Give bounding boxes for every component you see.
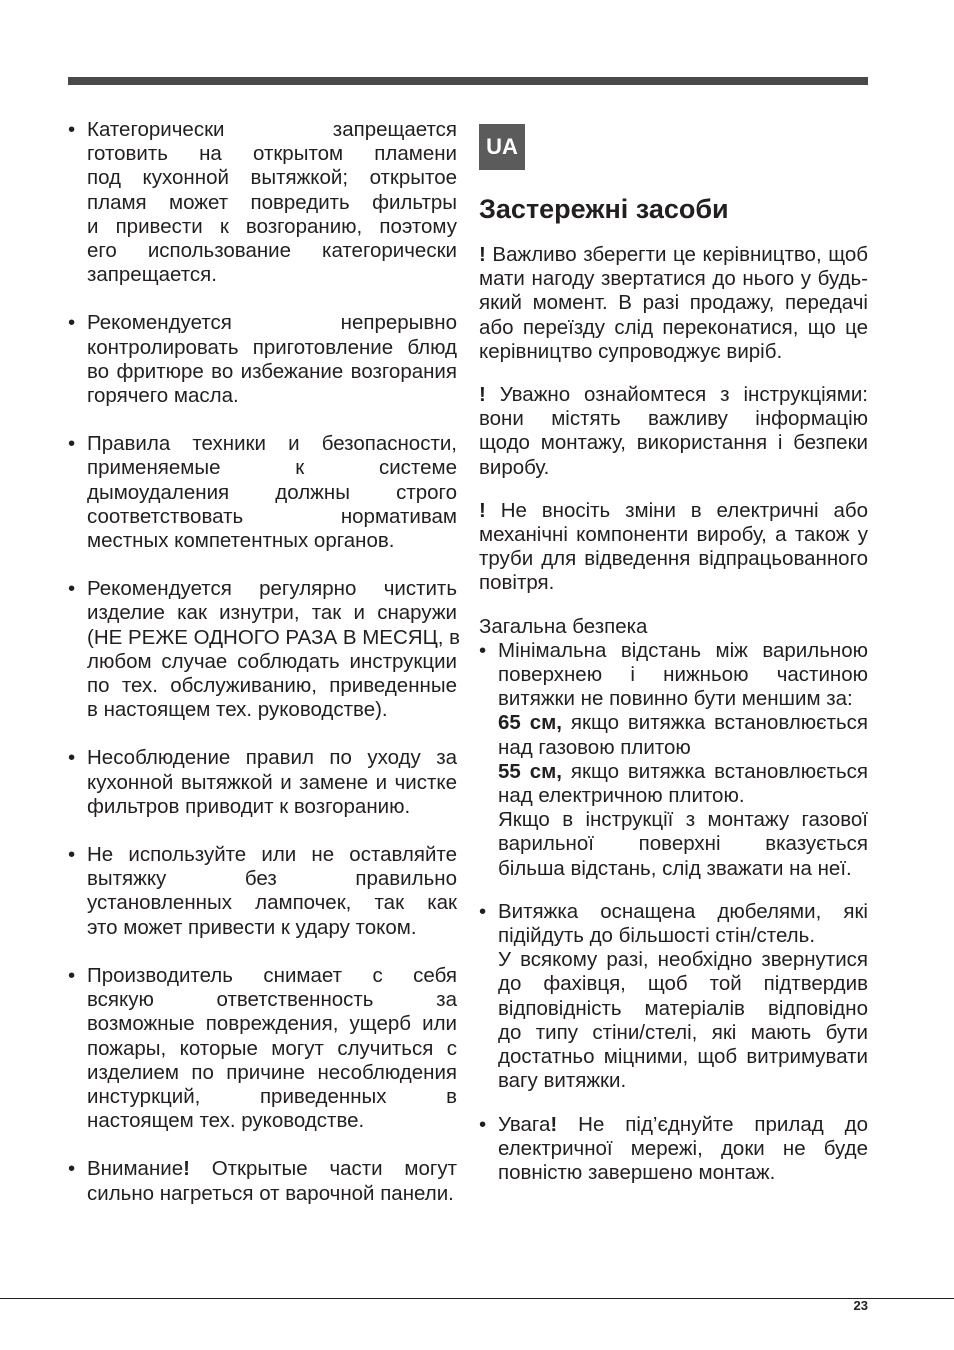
text-line: поверхнею і нижньою частиною	[498, 663, 868, 687]
text-line: контролировать приготовление блюд	[87, 335, 457, 359]
text-line: соответствовать нормативам	[87, 504, 457, 528]
bullet-dot: •	[479, 899, 487, 923]
text-line	[479, 340, 868, 364]
text-line	[87, 1157, 457, 1181]
text-line: сильно нагреться от варочной панели.	[87, 1181, 454, 1205]
line-text: виробу.	[479, 455, 550, 479]
warning-paragraph	[479, 383, 868, 480]
text-line: его использование категорически	[87, 239, 457, 263]
warning-paragraph	[479, 499, 868, 596]
line-text: Уважно ознайомтеся з інструкціями:	[499, 383, 869, 407]
text-line: Мінімальна відстань між варильною	[498, 638, 868, 662]
exclamation-icon: !	[550, 1112, 558, 1136]
text-line: У всякому разі, необхідно звернутися	[498, 948, 868, 972]
language-badge: UA	[479, 124, 525, 170]
text-line: во фритюре во избежание возгорания	[87, 359, 457, 383]
text-line	[479, 407, 868, 431]
text-line: в настоящем тех. руководстве).	[87, 698, 388, 722]
bullet-dot: •	[68, 432, 76, 456]
text-line: Витяжка оснащена дюбелями, які	[498, 899, 868, 923]
list-item	[68, 432, 457, 553]
line-text: щодо монтажу, використання і безпеки	[479, 431, 868, 455]
left-column	[68, 118, 461, 1230]
text-line: повністю завершено монтаж.	[498, 1160, 776, 1184]
text-line	[479, 316, 868, 340]
text-line: запрещается.	[87, 263, 217, 287]
bullet-dot: •	[68, 746, 76, 770]
text-line: по тех. обслуживанию, приведенные	[87, 674, 457, 698]
bullet-dot: •	[479, 1112, 487, 1136]
exclamation-icon: !	[183, 1157, 190, 1181]
text-line	[479, 291, 868, 315]
line-text: вони містять важливу інформацію	[479, 407, 868, 431]
line-text: мати нагоду звертатися до нього у будь-	[479, 267, 868, 291]
text-line	[498, 1113, 868, 1137]
list-item	[479, 900, 868, 1094]
list-item	[68, 577, 461, 722]
text-line: над електричною плитою.	[498, 784, 745, 808]
exclamation-icon: !	[479, 383, 486, 407]
text-line	[479, 431, 868, 455]
list-item	[68, 118, 457, 287]
text-line	[479, 267, 868, 291]
warning-label: Увага	[498, 1112, 551, 1136]
line-text: керівництво супроводжує виріб.	[479, 339, 783, 363]
list-item	[68, 1157, 457, 1205]
text-line: пожары, которые могут случиться с	[87, 1036, 457, 1060]
warning-paragraph	[479, 243, 868, 364]
text-line: и привести к возгоранию, поэтому	[87, 214, 457, 238]
line-text: Важливо зберегти це керівництво, щоб	[492, 243, 869, 266]
text-line: до типу стіни/стелі, які мають бути	[498, 1020, 868, 1044]
right-column	[479, 118, 868, 1204]
general-safety-heading: Загальна безпека	[479, 614, 648, 638]
line-text: повітря.	[479, 571, 555, 595]
text-line: это может привести к удару током.	[87, 915, 417, 939]
bullet-dot: •	[68, 843, 76, 867]
list-item	[479, 639, 868, 881]
text-line: вагу витяжки.	[498, 1069, 627, 1093]
text-line: готовить на открытом пламени	[87, 142, 457, 166]
line-text: який момент. В разі продажу, передачі	[479, 291, 868, 315]
text-line	[479, 547, 868, 571]
text-line: Категорически запрещается	[87, 118, 457, 141]
bullet-dot: •	[68, 1157, 76, 1181]
text-line: Рекомендуется непрерывно	[87, 311, 457, 335]
line-text: або переїзду слід переконатися, що це	[479, 315, 868, 339]
text-line	[479, 456, 868, 480]
page-number: 23	[853, 1298, 868, 1313]
line-text: Не вносіть зміни в електричні або	[500, 498, 868, 522]
warning-label: Внимание	[87, 1157, 184, 1181]
line-text: механічні компоненти виробу, а також у	[479, 523, 868, 547]
line-text: якщо витяжка встановлюється	[561, 759, 869, 783]
text-line	[479, 499, 868, 523]
text-line	[479, 243, 868, 267]
exclamation-icon: !	[479, 498, 486, 522]
text-line: возможные повреждения, ущерб или	[87, 1012, 457, 1036]
top-rule	[68, 77, 868, 85]
text-line: настоящем тех. руководстве.	[87, 1109, 365, 1133]
list-item	[68, 843, 457, 940]
list-item	[68, 311, 457, 408]
bullet-dot: •	[479, 638, 487, 662]
text-line: варильної поверхні вказується	[498, 832, 868, 856]
warning-text: Открытые части могут	[189, 1157, 457, 1181]
line-text: якщо витяжка встановлюється	[561, 711, 869, 735]
text-line: применяемые к системе	[87, 456, 457, 480]
text-line: Производитель снимает с себя	[87, 963, 457, 987]
text-line: дымоудаления должны строго	[87, 480, 457, 504]
gas-distance-value: 65 см,	[498, 711, 562, 735]
text-line: витяжки не повинно бути меншим за:	[498, 687, 853, 711]
text-line: кухонной вытяжкой и замене и чистке	[87, 770, 457, 794]
text-line: над газовою плитою	[498, 735, 691, 759]
line-text: труби для відведення відпрацьованного	[479, 547, 868, 571]
warning-text: Не під’єднуйте прилад до	[557, 1112, 868, 1136]
list-item	[68, 964, 457, 1133]
section-title: Застережні засоби	[479, 194, 729, 224]
text-line: (НЕ РЕЖЕ ОДНОГО РАЗА В МЕСЯЦ, в	[87, 625, 461, 649]
text-line: Несоблюдение правил по уходу за	[87, 746, 457, 770]
text-line: Правила техники и безопасности,	[87, 432, 457, 456]
text-line: изделие как изнутри, так и снаружи	[87, 601, 457, 625]
text-line: відповідність матеріалів відповідно	[498, 996, 868, 1020]
bullet-dot: •	[68, 118, 76, 141]
bullet-dot: •	[68, 963, 76, 987]
text-line	[479, 383, 868, 407]
exclamation-icon: !	[479, 243, 486, 266]
text-line: инстуркций, приведенных в	[87, 1084, 457, 1108]
bullet-dot: •	[68, 311, 76, 335]
text-line	[498, 711, 868, 735]
text-line: фильтров приводит к возгоранию.	[87, 794, 411, 818]
text-line: установленных лампочек, так как	[87, 891, 457, 915]
text-line: местных компетентных органов.	[87, 529, 395, 553]
text-line: вытяжку без правильно	[87, 867, 457, 891]
text-line: Рекомендуется регулярно чистить	[87, 577, 457, 601]
text-line	[479, 571, 868, 595]
bullet-dot: •	[68, 577, 76, 601]
text-line: Якщо в інструкції з монтажу газової	[498, 808, 868, 832]
text-line: любом случае соблюдать инструкции	[87, 649, 457, 673]
list-item	[479, 1113, 868, 1186]
text-line	[479, 523, 868, 547]
text-line: більша відстань, слід зважати на неї.	[498, 856, 852, 880]
text-line	[498, 760, 868, 784]
text-line: Не используйте или не оставляйте	[87, 843, 457, 867]
text-line: пламя может повредить фильтры	[87, 190, 457, 214]
bottom-rule	[0, 1298, 954, 1299]
text-line: горячего масла.	[87, 384, 239, 408]
list-item	[68, 746, 457, 819]
text-line: изделием по причине несоблюдения	[87, 1060, 457, 1084]
text-line: до фахівця, щоб той підтвердив	[498, 972, 868, 996]
electric-distance-value: 55 см,	[498, 759, 562, 783]
text-line: підійдуть до більшості стін/стель.	[498, 924, 816, 948]
text-line: под кухонной вытяжкой; открытое	[87, 166, 457, 190]
text-line: всякую ответственность за	[87, 988, 457, 1012]
text-line: електричної мережі, доки не буде	[498, 1136, 868, 1160]
text-line: достатньо міцними, щоб витримувати	[498, 1045, 868, 1069]
